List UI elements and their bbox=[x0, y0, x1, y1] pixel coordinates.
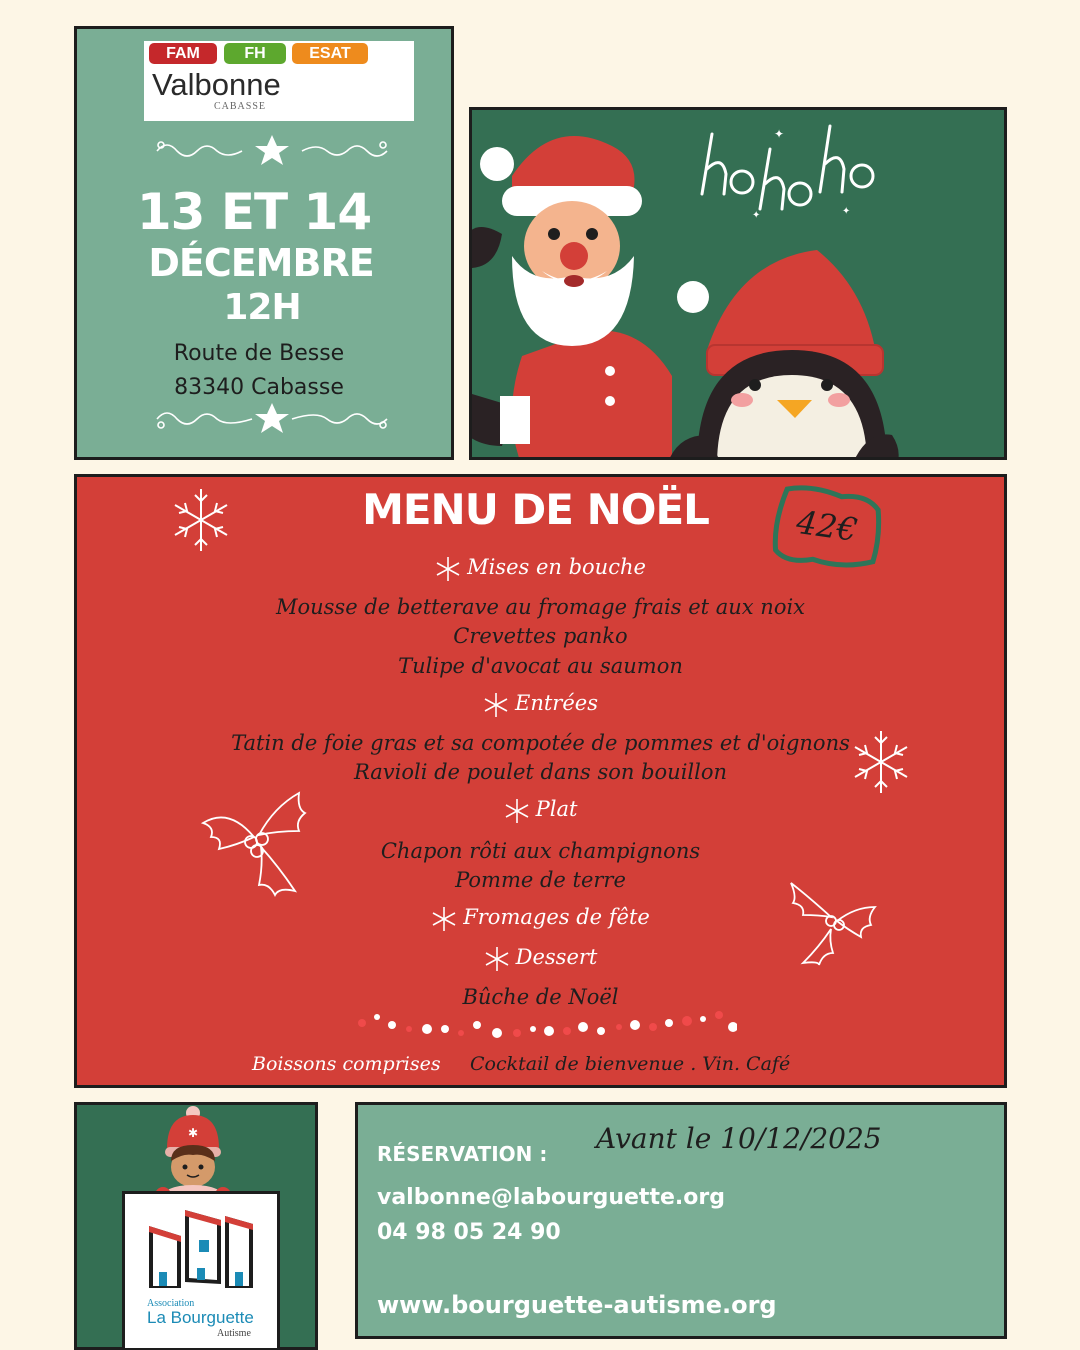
drinks-included-label: Boissons comprises bbox=[252, 1053, 441, 1075]
flourish-star-icon bbox=[147, 399, 397, 439]
penguin-illustration bbox=[667, 250, 907, 460]
snowflake-icon bbox=[504, 798, 530, 824]
reservation-email-link[interactable]: valbonne@labourguette.org bbox=[377, 1185, 725, 1210]
menu-item: Ravioli de poulet dans son bouillon bbox=[353, 760, 728, 784]
dotted-garland-divider bbox=[357, 1009, 737, 1049]
menu-item: Mousse de betterave au fromage frais et aux noix bbox=[275, 595, 806, 619]
reservation-panel bbox=[355, 1102, 1007, 1339]
event-time: 12H bbox=[223, 287, 301, 328]
event-address-street: Route de Besse bbox=[173, 341, 345, 366]
snowflake-icon bbox=[173, 487, 229, 553]
reservation-label: RÉSERVATION : bbox=[377, 1142, 548, 1166]
event-address-city: 83340 Cabasse bbox=[174, 375, 344, 400]
assoc-logo-small: Association bbox=[147, 1298, 195, 1309]
menu-item: Chapon rôti aux champignons bbox=[380, 839, 701, 863]
snowflake-icon bbox=[431, 906, 457, 932]
snowflake-icon bbox=[484, 946, 510, 972]
event-info-panel bbox=[74, 26, 454, 460]
assoc-logo-name: La Bourguette bbox=[147, 1308, 254, 1327]
menu-section-title bbox=[77, 691, 1004, 718]
menu-item: Tulipe d'avocat au saumon bbox=[398, 654, 683, 678]
la-bourguette-logo bbox=[122, 1191, 280, 1350]
event-date-days: 13 ET 14 bbox=[136, 183, 372, 241]
snowflake-icon bbox=[483, 692, 509, 718]
snowflake-icon bbox=[435, 556, 461, 582]
logo-tag-esat: ESAT bbox=[292, 43, 368, 64]
menu-section-name: Fromages de fête bbox=[463, 905, 650, 929]
menu-item: Tatin de foie gras et sa compotée de pommes et d'oignons bbox=[231, 731, 850, 755]
flourish-star-icon bbox=[147, 131, 397, 171]
menu-section-name: Entrées bbox=[515, 691, 598, 715]
menu-section-name: Plat bbox=[535, 797, 578, 821]
logo-name: Valbonne bbox=[152, 67, 281, 102]
menu-section-title bbox=[77, 797, 1004, 824]
sparkle-icon: ✦ bbox=[774, 127, 785, 141]
sparkle-icon: ✦ bbox=[752, 210, 761, 221]
menu-section-name: Mises en bouche bbox=[467, 555, 646, 579]
menu-item: Pomme de terre bbox=[455, 868, 626, 892]
logo-subtitle: CABASSE bbox=[214, 101, 267, 112]
menu-price: 42€ bbox=[794, 502, 860, 550]
menu-panel bbox=[74, 474, 1007, 1088]
menu-section-title bbox=[77, 555, 1004, 582]
buildings-logo-icon bbox=[145, 1206, 255, 1290]
reservation-deadline: Avant le 10/12/2025 bbox=[596, 1122, 882, 1155]
logo-tag-fh: FH bbox=[224, 43, 286, 64]
menu-section-title bbox=[77, 905, 1004, 932]
assoc-logo-sub: Autisme bbox=[217, 1328, 251, 1339]
drinks-detail: Cocktail de bienvenue . Vin. Café bbox=[470, 1053, 791, 1075]
sparkle-icon: ✦ bbox=[842, 206, 851, 217]
hohoho-lettering bbox=[692, 114, 892, 224]
website-link[interactable]: www.bourguette-autisme.org bbox=[377, 1291, 777, 1319]
menu-item: Crevettes panko bbox=[453, 624, 628, 648]
menu-section-name: Dessert bbox=[515, 945, 598, 969]
valbonne-logo bbox=[144, 41, 414, 121]
reservation-phone[interactable]: 04 98 05 24 90 bbox=[377, 1220, 561, 1245]
santa-claus-illustration bbox=[469, 116, 672, 460]
menu-section-title bbox=[77, 945, 1004, 972]
illustration-panel bbox=[469, 107, 1007, 460]
logo-tag-fam: FAM bbox=[149, 43, 217, 64]
menu-item: Bûche de Noël bbox=[462, 985, 619, 1009]
menu-title: MENU DE NOËL bbox=[362, 485, 709, 534]
child-mascot-illustration bbox=[153, 1105, 233, 1201]
snowflake-icon: ✱ bbox=[188, 1126, 199, 1140]
association-panel bbox=[74, 1102, 318, 1350]
event-date-month: DÉCEMBRE bbox=[148, 241, 374, 285]
